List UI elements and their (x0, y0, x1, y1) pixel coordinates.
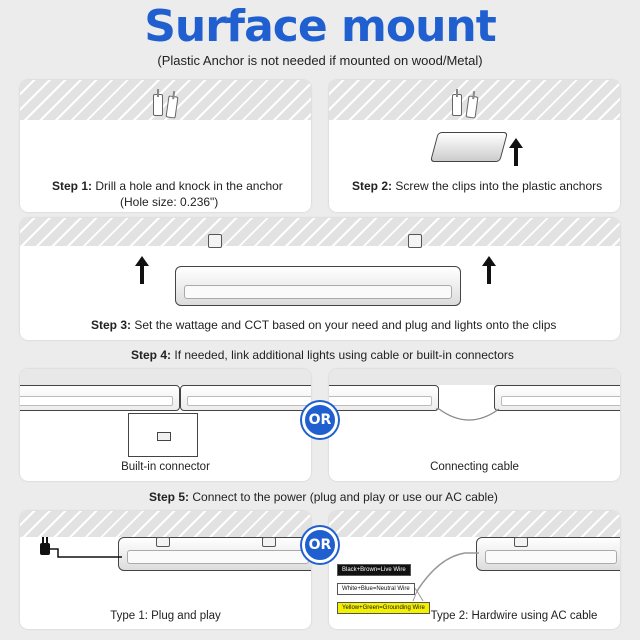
neutral-wire-label: White+Blue=Neutral Wire (337, 583, 415, 595)
clip-icon (208, 234, 222, 248)
step1-text (52, 179, 283, 193)
step3-description: Set the wattage and CCT based on your need and plug and lights onto the clips (134, 318, 557, 332)
step1-panel (20, 80, 311, 212)
step3-panel (20, 218, 620, 340)
step3-label: Step 3: (91, 318, 132, 332)
or-badge: OR (302, 527, 338, 563)
arrow-up-icon (135, 256, 149, 284)
light-fixture (494, 385, 620, 411)
connector-icon (157, 432, 171, 441)
step2-description: Screw the clips into the plastic anchors (395, 179, 603, 193)
step5-label: Step 5: (149, 490, 190, 504)
anchor-icon (153, 94, 163, 116)
clip-icon (262, 537, 276, 547)
light-fixture (476, 537, 620, 571)
step4-label: Step 4: (131, 348, 172, 362)
step4-text (131, 348, 514, 362)
step3-text (91, 318, 556, 332)
step1-description: Drill a hole and knock in the anchor (95, 179, 283, 193)
builtin-connector-caption: Built-in connector (121, 461, 210, 473)
connector-callout (128, 413, 198, 457)
header (0, 0, 640, 74)
light-fixture (20, 385, 180, 411)
ceiling (329, 511, 620, 537)
builtin-connector-panel (20, 369, 311, 481)
ceiling (20, 511, 311, 537)
step2-panel (329, 80, 620, 212)
page-title: Surface mount (144, 1, 496, 52)
clip-icon (514, 537, 528, 547)
type1-caption: Type 1: Plug and play (110, 610, 221, 622)
ceiling (329, 369, 620, 385)
or-badge: OR (302, 402, 338, 438)
arrow-up-icon (482, 256, 496, 284)
light-fixture (118, 537, 311, 571)
step5-text (149, 490, 498, 504)
connecting-cable (434, 399, 504, 429)
step4-description: If needed, link additional lights using cable or built-in connectors (174, 348, 514, 362)
ceiling (20, 218, 620, 246)
type2-caption: Type 2: Hardwire using AC cable (430, 610, 598, 622)
arrow-up-icon (509, 138, 523, 166)
live-wire-label: Black+Brown=Live Wire (337, 564, 411, 576)
ground-wire-label: Yellow+Green=Grounding Wire (337, 602, 430, 614)
page-subtitle: (Plastic Anchor is not needed if mounted on wood/Metal) (157, 53, 483, 68)
light-fixture (329, 385, 439, 411)
step5-description: Connect to the power (plug and play or use our AC cable) (192, 490, 498, 504)
step2-label: Step 2: (352, 179, 393, 193)
connecting-cable-panel (329, 369, 620, 481)
plug-and-play-panel (20, 511, 311, 629)
hardwire-panel (329, 511, 620, 629)
ceiling (20, 369, 311, 385)
power-plug-icon (36, 535, 126, 565)
step1-note: (Hole size: 0.236") (120, 195, 219, 209)
connecting-cable-caption: Connecting cable (430, 461, 519, 473)
ac-cable (409, 539, 489, 609)
clip-icon (408, 234, 422, 248)
light-fixture (175, 266, 461, 306)
step2-text (352, 179, 602, 193)
step1-label: Step 1: (52, 179, 93, 193)
clip-icon (156, 537, 170, 547)
anchor-icon (452, 94, 462, 116)
light-fixture (180, 385, 311, 411)
clip-icon (430, 132, 508, 162)
